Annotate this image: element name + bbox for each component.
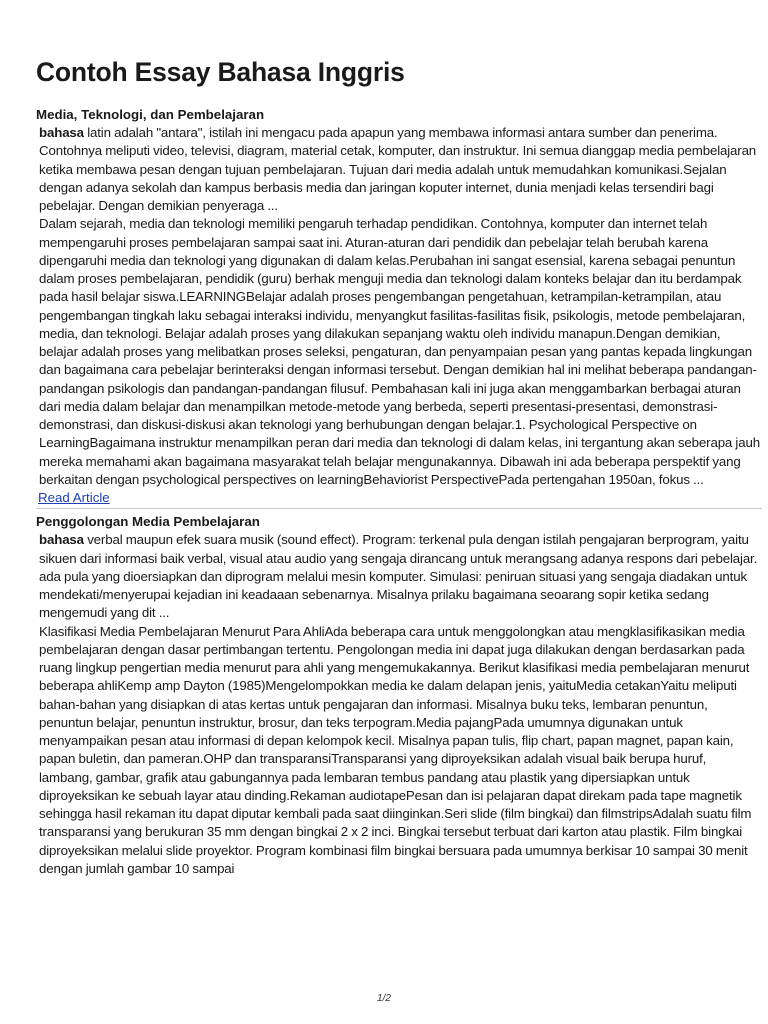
article-title: Penggolongan Media Pembelajaran [36, 514, 260, 530]
article-penggolongan-media [36, 513, 762, 878]
read-article-link[interactable]: Read Article [38, 490, 110, 505]
article-media-teknologi [36, 106, 762, 507]
article-excerpt [39, 531, 762, 622]
article-title: Media, Teknologi, dan Pembelajaran [36, 107, 265, 122]
document-page [36, 0, 762, 878]
article-paragraph: Dalam sejarah, media dan teknologi memiliki pengaruh terhadap pendidikan. Contohnya, komputer dan internet telah mempengaruhi proses pembelajaran sampai saat ini. Aturan-aturan dari pendidik dan pebelajar telah berubah karena dipengaruhi media dan teknologi yang digunakan di dalam kelas.Perubahan ini sangat esensial, karena sebagai penuntun dalam proses pembelajaran, pendidik (guru) berhak menguji media dan teknologi dalam konteks belajar dan itu berdampak pada hasil belajar siswa.LEARNINGBelajar adalah proses pengembangan pengetahuan, ketrampilan-ketrampilan, atau pengembangan tingkah laku sebagai interaksi individu, menyangkut fasilitas-fasilitas fisik, psikologis, metode pembelajaran, media, dan teknologi. Belajar adalah proses yang dilakukan sepanjang waktu oleh individu manapun.Dengan demikian, belajar adalah proses yang melibatkan proses seleksi, pengaturan, dan penyampaian pesan yang pantas kepada lingkungan dan bagaimana cara pebelajar berinteraksi dengan informasi tersebut. Dengan demikian hal ini melihat beberapa pandangan-pandangan psikologis dan pandangan-pandangan filusuf. Pembahasan kali ini juga akan menggambarkan berbagai aturan dari media dalam belajar dan menampilkan metode-metode yang berbeda, seperti presentasi-presentasi, demonstrasi-demonstrasi, dan diskusi-diskusi akan teknologi yang berhubungan dengan belajar.1. Psychological Perspective on LearningBagaimana instruktur menampilkan peran dari media dan teknologi di dalam kelas, ini tergantung akan seberapa jauh mereka memahami akan bagaimana masyarakat telah belajar mengunakannya. Dibawah ini ada beberapa perspektif yang berkaitan dengan psychological perspectives on learningBehaviorist PerspectivePada pertengahan 1950an, fokus ... [39, 216, 760, 487]
article-excerpt-text: verbal maupun efek suara musik (sound effect). Program: terkenal pula dengan istilah pengajaran berprogram, yaitu sikuen dari informasi baik verbal, visual atau audio yang sengaja dirancang untuk merangsang adanya respons dari pebelajar. ada pula yang dioersiapkan dan diprogram melalui mesin komputer. Simulasi: peniruan situasi yang sengaja diadakan untuk mendekati/menyerupai kejadian ini keadaaan sebenarnya. Misalnya prilaku bagaimana seoarang sopir ketika sedang mengemudi yang dit ... [39, 532, 758, 621]
article-body [36, 531, 762, 878]
article-excerpt [39, 124, 762, 215]
article-paragraph: Klasifikasi Media Pembelajaran Menurut Para AhliAda beberapa cara untuk menggolongkan atau mengklasifikasikan media pembelajaran dengan dasar pertimbangan tertentu. Pengolongan media ini dapat juga dilakukan dengan berdasarkan pada ruang lingkup pengertian media menurut para ahli yang mengemukakannya. Berikut klasifikasi media pembelajaran menurut beberapa ahliKemp amp Dayton (1985)Mengelompokkan media ke dalam delapan jenis, yaituMedia cetakanYaitu meliputi bahan-bahan yang disiapkan di atas kertas untuk pengajaran dan informasi. Misalnya buku teks, lembaran penuntun, penuntun belajar, penuntun instruktur, brosur, dan teks terpogram.Media pajangPada umumnya digunakan untuk menyampaikan pesan atau informasi di depan kelompok kecil. Misalnya papan tulis, flip chart, papan magnet, papan kain, papan buletin, dan pameran.OHP dan transparansiTransparansi yang diproyeksikan adalah visual baik berupa huruf, lambang, gambar, grafik atau gabungannya pada lembaran tembus pandang atau plastik yang dipersiapkan untuk diproyeksikan ke sebuah layar atau dinding.Rekaman audiotapePesan dan isi pelajaran dapat direkam pada tape magnetik sehingga hasil rekaman itu dapat diputar kembali pada saat diinginkan.Seri slide (film bingkai) dan filmstripsAdalah suatu film transparansi yang berukuran 35 mm dengan bingkai 2 x 2 inci. Bingkai tersebut terbuat dari karton atau plastik. Film bingkai diproyeksikan melalui slide proyektor. Program kombinasi film bingkai bersuara pada umumnya berkisar 10 sampai 30 menit dengan jumlah gambar 10 sampai [39, 623, 752, 876]
page-number: 1/2 [377, 993, 391, 1004]
article-excerpt-text: latin adalah "antara", istilah ini mengacu pada apapun yang membawa informasi antara sumber dan penerima. Contohnya meliputi video, televisi, diagram, material cetak, komputer, dan instruktur. Ini semua dianggap media pembelajaran ketika membawa pesan dengan tujuan pembelajaran. Tujuan dari media adalah untuk memudahkan komunikasi.Sejalan dengan adanya sekolah dan kampus berbasis media dan jaringan koputer internet, dunia menjadi kelas tersendiri bagi pebelajar. Dengan demikian penyeraga ... [39, 125, 757, 213]
article-body [36, 124, 762, 489]
article-lead-word: bahasa [39, 532, 84, 548]
article-divider [36, 508, 762, 509]
article-lead-word: bahasa [39, 125, 84, 140]
page-title: Contoh Essay Bahasa Inggris [36, 57, 405, 87]
